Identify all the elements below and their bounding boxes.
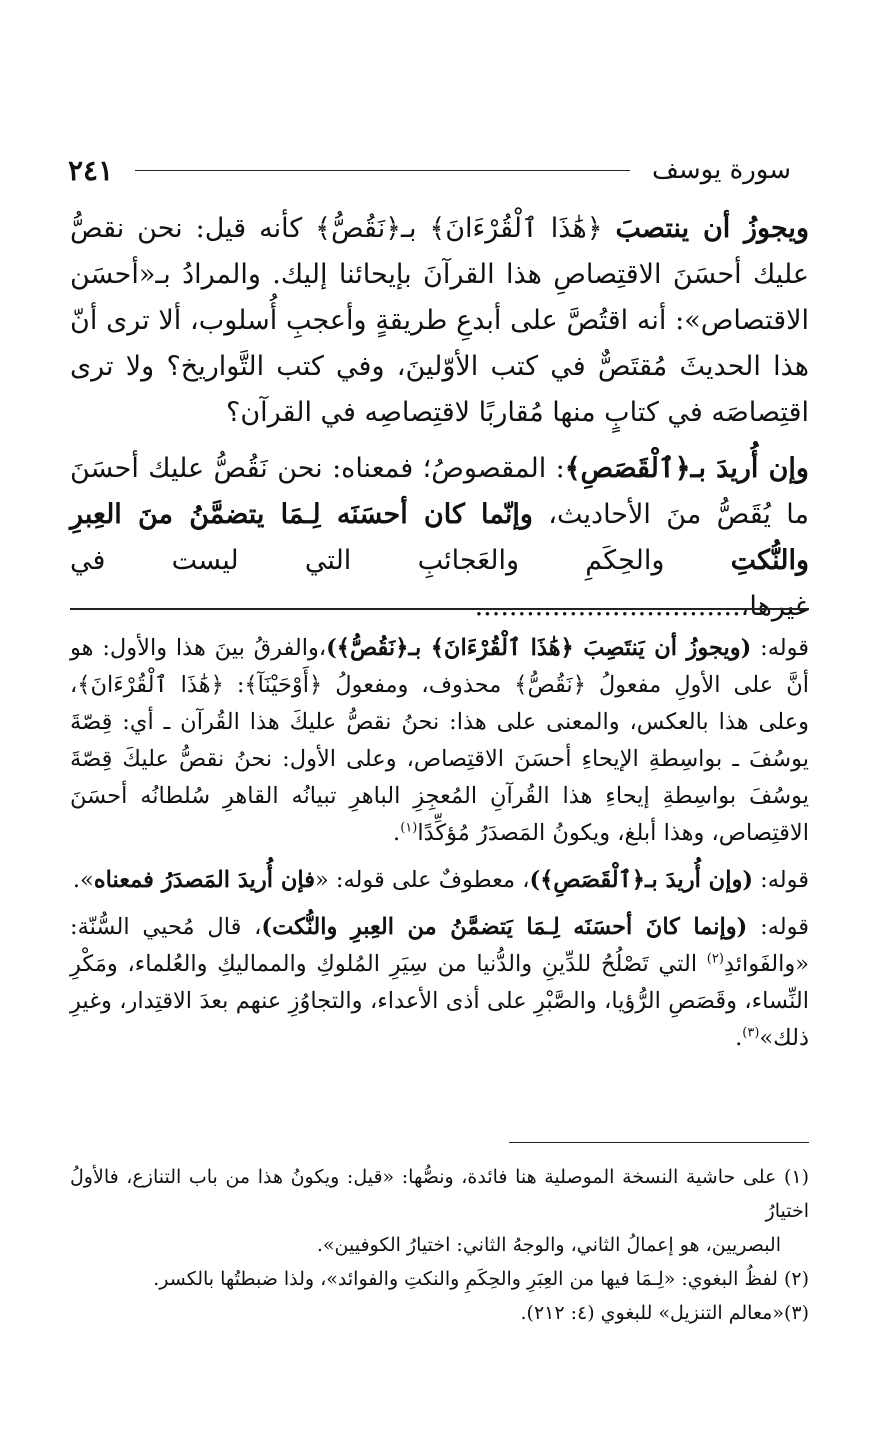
main-p2-ellipsis: ............................... [474,591,741,622]
commentary-1-label: قوله: [751,635,810,661]
footnote-rule [509,1142,809,1143]
commentary-1-quote: (ويجوزُ أن يَنتَصِبَ ﴿هَٰذَا ٱلْقُرْءَانَ﴾ بـ﴿نَقُصُّ﴾) [326,635,752,661]
main-p2-lead: وإن أُريدَ بـ﴿ٱلْقَصَصِ﴾ [564,453,809,484]
commentary-paragraph-2 [70,862,809,899]
surah-title: سورة يوسف [651,155,791,185]
footnote-1-continued: البصريين، هو إعمالُ الثاني، والوجهُ الثاني: اختيارُ الكوفيين». [316,1234,781,1256]
footnote-ref-2: (٢) [706,951,724,967]
commentary-2-ref: فإن أُريدَ المَصدَرُ فمعناه [93,867,315,893]
footnote-2: (٢) لفظُ البغوي: «لِـمَا فيها من العِبَرِ والحِكَمِ والنكتِ والفوائد»، ولذا ضبطتُها بالكسر. [153,1268,809,1290]
commentary-paragraph-1 [70,630,809,852]
commentary-1-body: ،والفرقُ بينَ هذا والأول: هو أنَّ على الأولِ مفعولُ ﴿نَقُصُّ﴾ محذوف، ومفعولُ ﴿أَوْحَيْنَآ﴾: ﴿هَٰذَا ٱلْقُرْءَانَ﴾، وعلى هذا بالعكس، والمعنى على هذا: نحنُ نقصُّ عليكَ هذا القُرآن ـ أي: قِصّةَ يوسُفَ ـ بواسِطةِ الإيحاءِ أحسَنَ الاقتِصاص، وعلى الأول: نحنُ نقصُّ عليكَ قِصّةَ يوسُفَ بواسِطةِ إيحاءِ هذا القُرآنِ المُعجِزِ الباهرِ تبيانُه القاهرِ سُلطانُه أحسَنَ الاقتِصاص، وهذا أبلغ، ويكونُ المَصدَرُ مُؤكِّدًا [70,635,809,846]
main-p1-quran: ﴿هَٰذَا ٱلْقُرْءَانَ﴾ بـ﴿نَقُصُّ﴾ [302,213,616,244]
page-header [68,150,791,190]
commentary-2-body: ، معطوفٌ على قوله: « [315,867,530,893]
section-divider [70,608,809,610]
commentary-text [70,630,809,1067]
commentary-3-end: . [735,1025,743,1051]
footnote-ref-3: (٣) [742,1025,760,1041]
commentary-3-body: ، قال مُحيي السُّنّة: «والفَوائدِ [70,914,809,977]
main-p2-bold: وإنّما كان أحسَنَه لِـمَا يتضمَّنُ منَ العِبرِ والنُّكتِ [70,499,809,576]
main-text [70,206,809,640]
commentary-1-end: . [393,820,401,846]
main-paragraph-2 [70,446,809,630]
footnote-ref-1: (١) [400,820,418,836]
header-rule [135,170,630,171]
footnote-3: (٣)«معالم التنزيل» للبغوي (٤: ٢١٢). [520,1302,809,1324]
commentary-3-label: قوله: [747,914,809,940]
footnotes [70,1160,809,1330]
commentary-3-quote: (وإنما كانَ أحسَنَه لِـمَا يَتضمَّنُ من العِبرِ والنُّكت) [261,914,748,940]
main-p1-lead: ويجوزُ أن ينتصبَ [615,213,809,244]
commentary-paragraph-3 [70,909,809,1057]
main-p2-tail: والحِكَمِ والعَجائبِ التي ليست في غيرها، [70,545,809,622]
commentary-2-end: ». [72,867,94,893]
main-p1-body: كأنه قيل: نحن نقصُّ عليك أحسَنَ الاقتِصاصِ هذا القرآنَ بإيحائنا إليك. والمرادُ بـ«أحسَن الاقتصاص»: أنه اقتُصَّ على أبدعِ طريقةٍ وأعجبِ أُسلوب، ألا ترى أنّ هذا الحديثَ مُقتَصٌّ في كتب الأوّلينَ، وفي كتب التَّواريخ؟ ولا ترى اقتِصاصَه في كتابٍ منها مُقاربًا لاقتِصاصِه في القرآن؟ [70,213,809,428]
page-number: ٢٤١ [68,153,114,187]
footnote-1: (١) على حاشية النسخة الموصلية هنا فائدة، ونصُّها: «قيل: ويكونُ هذا من باب التنازع، فالأولُ اختيارُ [70,1166,809,1222]
commentary-3-quote-body: التي تَصْلُحُ للدِّينِ والدُّنيا من سِيَرِ المُلوكِ والمماليكِ والعُلماء، ومَكْرِ النِّساء، وقَصَصِ الرُّؤيا، والصَّبْرِ على أذى الأعداء، والتجاوُزِ عنهم بعدَ الاقتِدار، وغيرِ ذلك» [70,951,809,1051]
main-paragraph-1 [70,206,809,436]
commentary-2-quote: (وإن أُريدَ بـ﴿ٱلْقَصَصِ﴾) [529,867,753,893]
commentary-2-label: قوله: [752,867,809,893]
main-p2-body: : المقصوصُ؛ فمعناه: نحن نَقُصُّ عليك أحسَنَ ما يُقَصُّ منَ الأحاديث، [70,453,809,530]
